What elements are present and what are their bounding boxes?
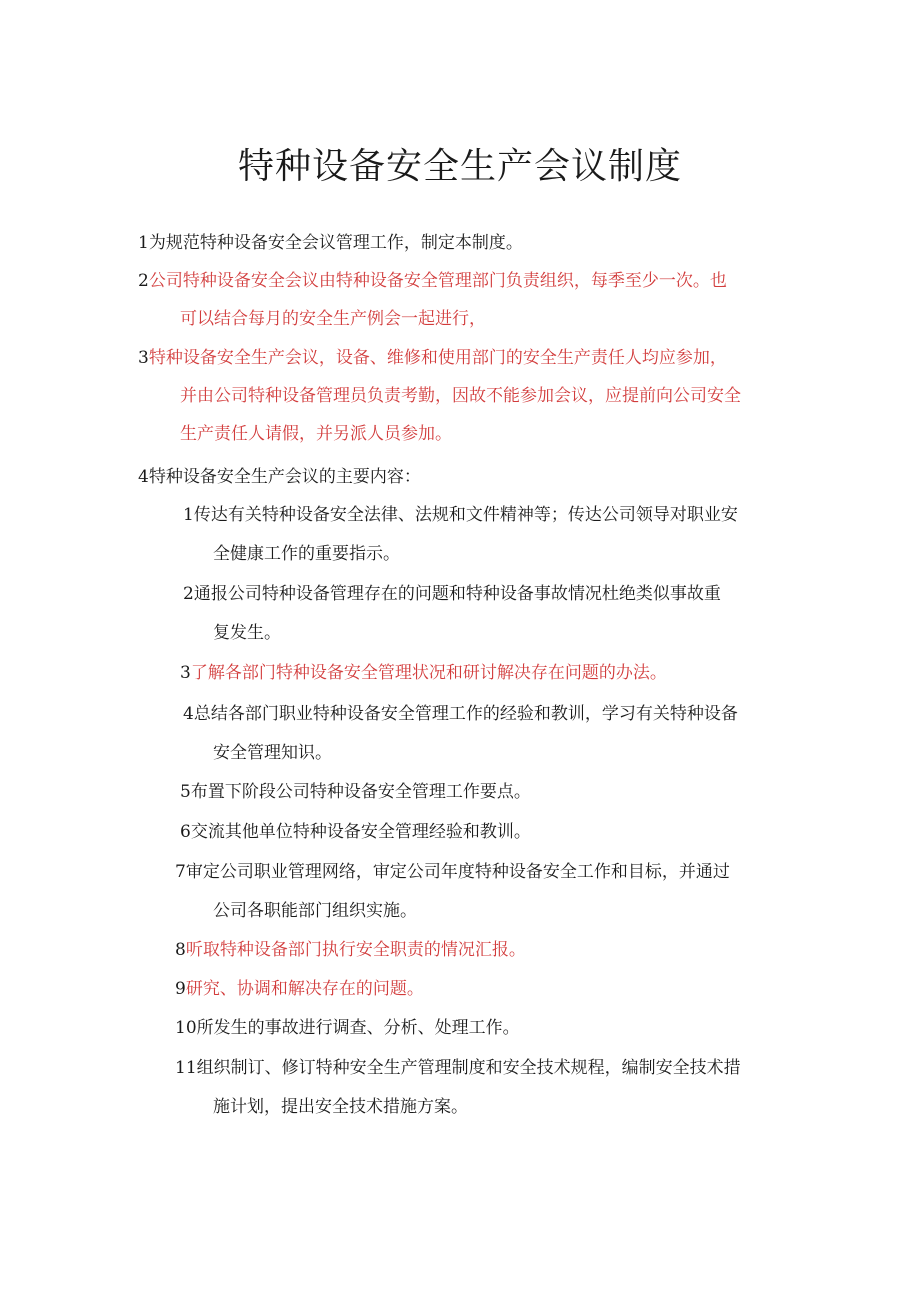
subclause-1-continuation: 全健康工作的重要指示。: [213, 544, 400, 564]
subclause-7: [175, 853, 730, 891]
subclause-text: 交流其他单位特种设备安全管理经验和教训。: [190, 822, 531, 842]
clause-text: 公司特种设备安全会议由特种设备安全管理部门负责组织，每季至少一次。也: [148, 271, 727, 291]
subclause-5: [180, 773, 531, 811]
subclause-4-continuation: 安全管理知识。: [213, 743, 332, 763]
subclause-2: [183, 575, 721, 613]
subclause-1: [183, 496, 738, 534]
clause-number: 1: [138, 233, 149, 253]
clause-text: 特种设备安全生产会议的主要内容：: [148, 467, 421, 487]
subclause-number: 3: [180, 663, 191, 683]
subclause-number: 10: [175, 1018, 197, 1038]
subclause-9: [175, 970, 424, 1008]
clause-number: 3: [138, 348, 149, 368]
subclause-number: 1: [183, 505, 194, 525]
subclause-7-continuation: 公司各职能部门组织实施。: [213, 901, 417, 921]
clause-2-continuation: 可以结合每月的安全生产例会一起进行，: [180, 309, 486, 329]
subclause-text: 所发生的事故进行调查、分析、处理工作。: [196, 1018, 520, 1038]
subclause-11-continuation: 施计划，提出安全技术措施方案。: [213, 1097, 468, 1117]
subclause-11: [175, 1049, 741, 1087]
subclause-6: [180, 813, 531, 851]
subclause-number: 6: [180, 822, 191, 842]
subclause-text: 总结各部门职业特种设备安全管理工作的经验和教训，学习有关特种设备: [193, 704, 738, 724]
clause-text: 特种设备安全生产会议，设备、维修和使用部门的安全生产责任人均应参加，: [148, 348, 727, 368]
subclause-text: 审定公司职业管理网络，审定公司年度特种设备安全工作和目标，并通过: [185, 862, 730, 882]
subclause-3: [180, 654, 667, 692]
subclause-number: 8: [175, 940, 186, 960]
subclause-number: 9: [175, 979, 186, 999]
subclause-2-continuation: 复发生。: [213, 623, 281, 643]
subclause-text: 布置下阶段公司特种设备安全管理工作要点。: [190, 782, 531, 802]
clause-number: 4: [138, 467, 149, 487]
subclause-text: 研究、协调和解决存在的问题。: [185, 979, 424, 999]
subclause-number: 11: [175, 1058, 197, 1078]
subclause-text: 传达有关特种设备安全法律、法规和文件精神等；传达公司领导对职业安: [193, 505, 738, 525]
clause-3: [138, 339, 727, 377]
subclause-10: [175, 1009, 520, 1047]
subclause-number: 7: [175, 862, 186, 882]
subclause-number: 5: [180, 782, 191, 802]
subclause-text: 通报公司特种设备管理存在的问题和特种设备事故情况杜绝类似事故重: [193, 584, 721, 604]
subclause-number: 2: [183, 584, 194, 604]
clause-3-continuation: 生产责任人请假，并另派人员参加。: [180, 424, 452, 444]
subclause-number: 4: [183, 704, 194, 724]
clause-text: 为规范特种设备安全会议管理工作，制定本制度。: [148, 233, 523, 253]
clause-number: 2: [138, 271, 149, 291]
clause-1: [138, 224, 523, 262]
subclause-8: [175, 931, 526, 969]
clause-4: [138, 458, 421, 496]
clause-3-continuation: 并由公司特种设备管理员负责考勤，因故不能参加会议，应提前向公司安全: [180, 386, 741, 406]
subclause-text: 听取特种设备部门执行安全职责的情况汇报。: [185, 940, 526, 960]
subclause-4: [183, 695, 738, 733]
page-title: 特种设备安全生产会议制度: [237, 146, 682, 187]
subclause-text: 了解各部门特种设备安全管理状况和研讨解决存在问题的办法。: [190, 663, 667, 683]
subclause-text: 组织制订、修订特种安全生产管理制度和安全技术规程，编制安全技术措: [196, 1058, 741, 1078]
clause-2: [138, 262, 727, 300]
